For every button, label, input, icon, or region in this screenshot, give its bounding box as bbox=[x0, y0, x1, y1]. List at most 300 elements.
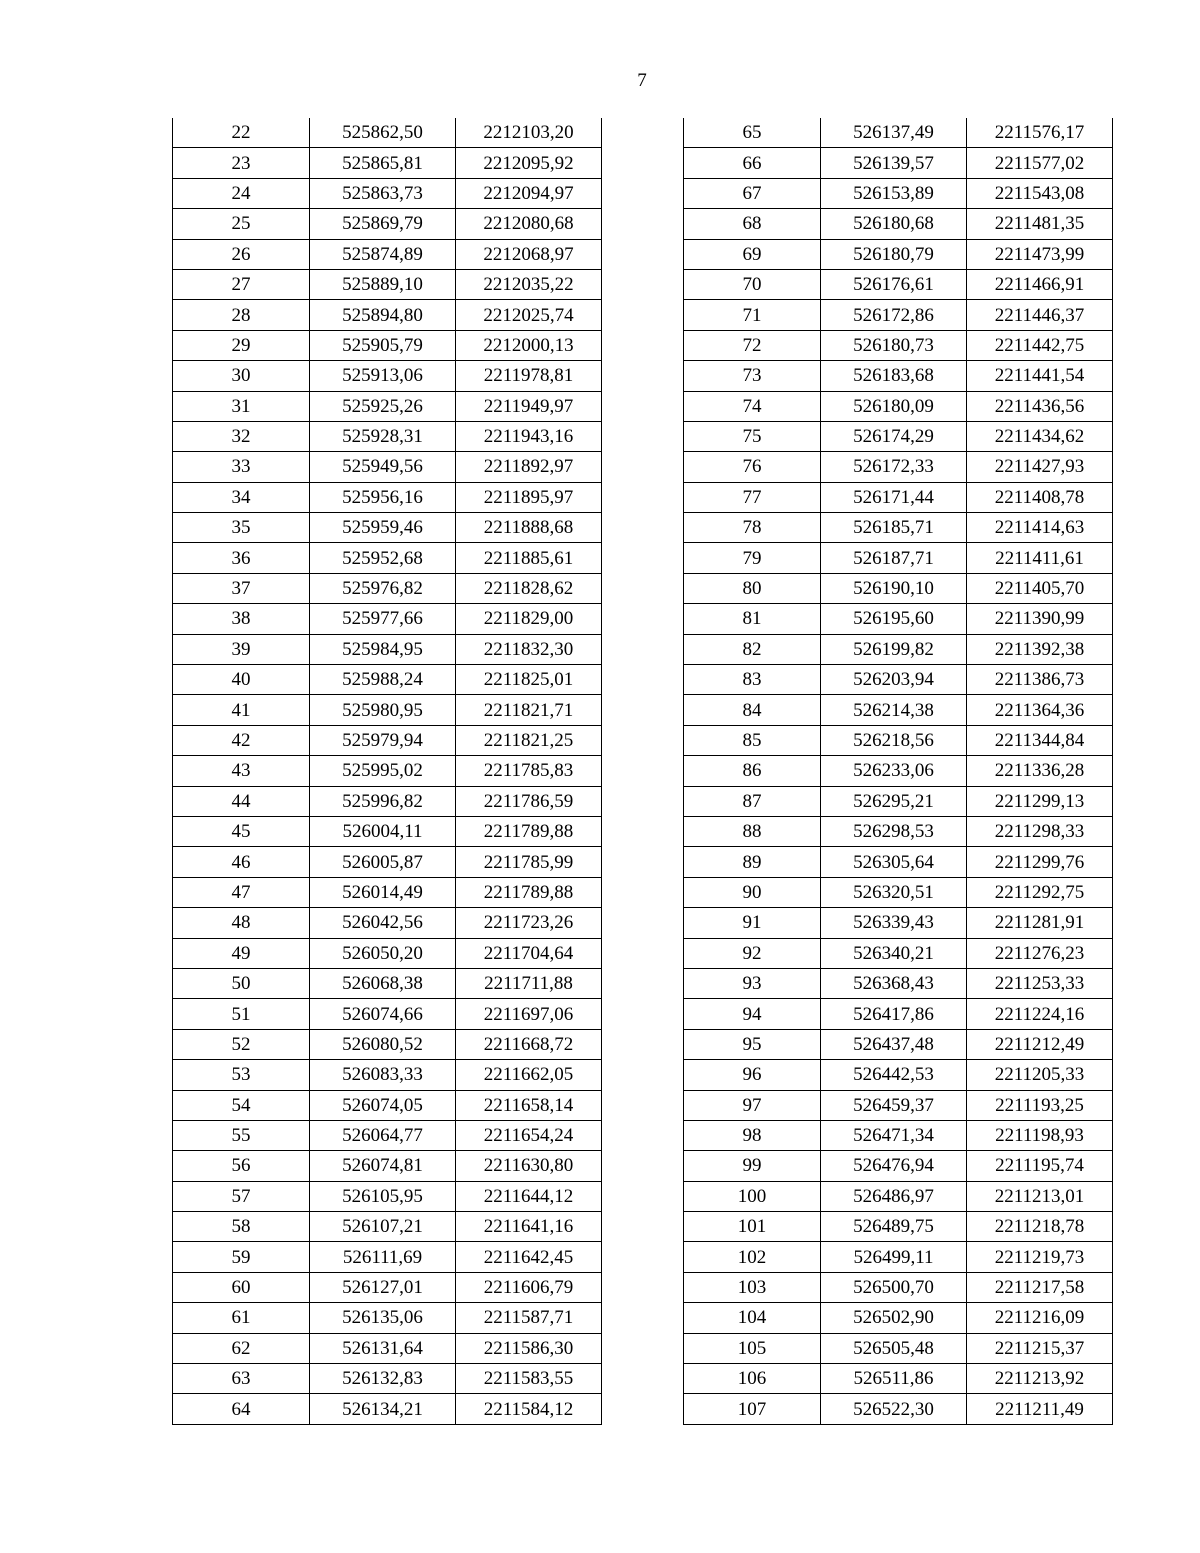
x-coordinate-cell: 526502,90 bbox=[821, 1303, 967, 1333]
y-coordinate-cell: 2212000,13 bbox=[456, 330, 602, 360]
point-number-cell: 29 bbox=[173, 330, 310, 360]
point-number-cell: 60 bbox=[173, 1272, 310, 1302]
point-number-cell: 107 bbox=[684, 1394, 821, 1424]
point-number-cell: 53 bbox=[173, 1060, 310, 1090]
y-coordinate-cell: 2211662,05 bbox=[456, 1060, 602, 1090]
x-coordinate-cell: 526442,53 bbox=[821, 1060, 967, 1090]
x-coordinate-cell: 526139,57 bbox=[821, 148, 967, 178]
x-coordinate-cell: 526074,81 bbox=[310, 1151, 456, 1181]
point-number-cell: 85 bbox=[684, 725, 821, 755]
table-row bbox=[684, 148, 1113, 178]
point-number-cell: 103 bbox=[684, 1272, 821, 1302]
y-coordinate-cell: 2211587,71 bbox=[456, 1303, 602, 1333]
y-coordinate-cell: 2211785,99 bbox=[456, 847, 602, 877]
y-coordinate-cell: 2211658,14 bbox=[456, 1090, 602, 1120]
x-coordinate-cell: 526137,49 bbox=[821, 118, 967, 148]
x-coordinate-cell: 525863,73 bbox=[310, 178, 456, 208]
y-coordinate-cell: 2211193,25 bbox=[967, 1090, 1113, 1120]
table-row bbox=[173, 1090, 602, 1120]
y-coordinate-cell: 2211392,38 bbox=[967, 634, 1113, 664]
x-coordinate-cell: 526068,38 bbox=[310, 968, 456, 998]
table-row bbox=[173, 1242, 602, 1272]
point-number-cell: 45 bbox=[173, 816, 310, 846]
y-coordinate-cell: 2211299,13 bbox=[967, 786, 1113, 816]
x-coordinate-cell: 526180,09 bbox=[821, 391, 967, 421]
x-coordinate-cell: 526005,87 bbox=[310, 847, 456, 877]
point-number-cell: 25 bbox=[173, 209, 310, 239]
table-row bbox=[684, 938, 1113, 968]
table-row bbox=[173, 1303, 602, 1333]
y-coordinate-cell: 2211213,01 bbox=[967, 1181, 1113, 1211]
x-coordinate-cell: 525905,79 bbox=[310, 330, 456, 360]
table-row bbox=[173, 391, 602, 421]
x-coordinate-cell: 526111,69 bbox=[310, 1242, 456, 1272]
y-coordinate-cell: 2211473,99 bbox=[967, 239, 1113, 269]
x-coordinate-cell: 526218,56 bbox=[821, 725, 967, 755]
table-row bbox=[684, 1090, 1113, 1120]
y-coordinate-cell: 2211829,00 bbox=[456, 604, 602, 634]
x-coordinate-cell: 525949,56 bbox=[310, 452, 456, 482]
x-coordinate-cell: 526486,97 bbox=[821, 1181, 967, 1211]
point-number-cell: 62 bbox=[173, 1333, 310, 1363]
y-coordinate-cell: 2211386,73 bbox=[967, 665, 1113, 695]
y-coordinate-cell: 2211299,76 bbox=[967, 847, 1113, 877]
table-row bbox=[684, 421, 1113, 451]
table-row bbox=[684, 1060, 1113, 1090]
x-coordinate-cell: 525976,82 bbox=[310, 573, 456, 603]
y-coordinate-cell: 2211888,68 bbox=[456, 513, 602, 543]
table-row bbox=[173, 634, 602, 664]
point-number-cell: 55 bbox=[173, 1120, 310, 1150]
x-coordinate-cell: 526199,82 bbox=[821, 634, 967, 664]
point-number-cell: 93 bbox=[684, 968, 821, 998]
y-coordinate-cell: 2211832,30 bbox=[456, 634, 602, 664]
x-coordinate-cell: 526153,89 bbox=[821, 178, 967, 208]
y-coordinate-cell: 2211219,73 bbox=[967, 1242, 1113, 1272]
x-coordinate-cell: 525984,95 bbox=[310, 634, 456, 664]
x-coordinate-cell: 526187,71 bbox=[821, 543, 967, 573]
y-coordinate-cell: 2211298,33 bbox=[967, 816, 1113, 846]
point-number-cell: 67 bbox=[684, 178, 821, 208]
point-number-cell: 77 bbox=[684, 482, 821, 512]
y-coordinate-cell: 2211586,30 bbox=[456, 1333, 602, 1363]
table-row bbox=[684, 269, 1113, 299]
x-coordinate-cell: 525979,94 bbox=[310, 725, 456, 755]
point-number-cell: 72 bbox=[684, 330, 821, 360]
y-coordinate-cell: 2211224,16 bbox=[967, 999, 1113, 1029]
x-coordinate-cell: 526105,95 bbox=[310, 1181, 456, 1211]
x-coordinate-cell: 525894,80 bbox=[310, 300, 456, 330]
point-number-cell: 42 bbox=[173, 725, 310, 755]
table-row bbox=[684, 482, 1113, 512]
point-number-cell: 46 bbox=[173, 847, 310, 877]
y-coordinate-cell: 2211281,91 bbox=[967, 908, 1113, 938]
y-coordinate-cell: 2211642,45 bbox=[456, 1242, 602, 1272]
table-row bbox=[173, 1333, 602, 1363]
x-coordinate-cell: 526522,30 bbox=[821, 1394, 967, 1424]
x-coordinate-cell: 526080,52 bbox=[310, 1029, 456, 1059]
x-coordinate-cell: 526042,56 bbox=[310, 908, 456, 938]
y-coordinate-cell: 2211217,58 bbox=[967, 1272, 1113, 1302]
table-row bbox=[684, 1272, 1113, 1302]
y-coordinate-cell: 2211195,74 bbox=[967, 1151, 1113, 1181]
x-coordinate-cell: 526014,49 bbox=[310, 877, 456, 907]
x-coordinate-cell: 526172,33 bbox=[821, 452, 967, 482]
y-coordinate-cell: 2211668,72 bbox=[456, 1029, 602, 1059]
y-coordinate-cell: 2211436,56 bbox=[967, 391, 1113, 421]
table-row bbox=[684, 1394, 1113, 1424]
point-number-cell: 80 bbox=[684, 573, 821, 603]
point-number-cell: 38 bbox=[173, 604, 310, 634]
y-coordinate-cell: 2211466,91 bbox=[967, 269, 1113, 299]
table-row bbox=[173, 361, 602, 391]
y-coordinate-cell: 2211644,12 bbox=[456, 1181, 602, 1211]
y-coordinate-cell: 2211821,71 bbox=[456, 695, 602, 725]
y-coordinate-cell: 2211697,06 bbox=[456, 999, 602, 1029]
x-coordinate-cell: 525977,66 bbox=[310, 604, 456, 634]
table-row bbox=[173, 573, 602, 603]
point-number-cell: 33 bbox=[173, 452, 310, 482]
y-coordinate-cell: 2211895,97 bbox=[456, 482, 602, 512]
x-coordinate-cell: 526305,64 bbox=[821, 847, 967, 877]
point-number-cell: 75 bbox=[684, 421, 821, 451]
y-coordinate-cell: 2212094,97 bbox=[456, 178, 602, 208]
point-number-cell: 87 bbox=[684, 786, 821, 816]
y-coordinate-cell: 2211584,12 bbox=[456, 1394, 602, 1424]
point-number-cell: 50 bbox=[173, 968, 310, 998]
y-coordinate-cell: 2211641,16 bbox=[456, 1212, 602, 1242]
x-coordinate-cell: 526339,43 bbox=[821, 908, 967, 938]
point-number-cell: 54 bbox=[173, 1090, 310, 1120]
y-coordinate-cell: 2211789,88 bbox=[456, 877, 602, 907]
y-coordinate-cell: 2211949,97 bbox=[456, 391, 602, 421]
x-coordinate-cell: 526459,37 bbox=[821, 1090, 967, 1120]
y-coordinate-cell: 2211292,75 bbox=[967, 877, 1113, 907]
y-coordinate-cell: 2211253,33 bbox=[967, 968, 1113, 998]
table-row bbox=[684, 725, 1113, 755]
x-coordinate-cell: 525980,95 bbox=[310, 695, 456, 725]
y-coordinate-cell: 2211711,88 bbox=[456, 968, 602, 998]
x-coordinate-cell: 526083,33 bbox=[310, 1060, 456, 1090]
y-coordinate-cell: 2211390,99 bbox=[967, 604, 1113, 634]
point-number-cell: 100 bbox=[684, 1181, 821, 1211]
point-number-cell: 44 bbox=[173, 786, 310, 816]
y-coordinate-cell: 2212025,74 bbox=[456, 300, 602, 330]
x-coordinate-cell: 525865,81 bbox=[310, 148, 456, 178]
table-row bbox=[173, 1151, 602, 1181]
x-coordinate-cell: 526437,48 bbox=[821, 1029, 967, 1059]
y-coordinate-cell: 2211336,28 bbox=[967, 756, 1113, 786]
y-coordinate-cell: 2211405,70 bbox=[967, 573, 1113, 603]
x-coordinate-cell: 525956,16 bbox=[310, 482, 456, 512]
table-row bbox=[684, 1212, 1113, 1242]
table-row bbox=[684, 178, 1113, 208]
x-coordinate-cell: 526064,77 bbox=[310, 1120, 456, 1150]
table-row bbox=[173, 968, 602, 998]
x-coordinate-cell: 526476,94 bbox=[821, 1151, 967, 1181]
point-number-cell: 91 bbox=[684, 908, 821, 938]
point-number-cell: 89 bbox=[684, 847, 821, 877]
y-coordinate-cell: 2212095,92 bbox=[456, 148, 602, 178]
x-coordinate-cell: 526471,34 bbox=[821, 1120, 967, 1150]
x-coordinate-cell: 525928,31 bbox=[310, 421, 456, 451]
x-coordinate-cell: 526134,21 bbox=[310, 1394, 456, 1424]
point-number-cell: 26 bbox=[173, 239, 310, 269]
table-row bbox=[684, 908, 1113, 938]
point-number-cell: 22 bbox=[173, 118, 310, 148]
x-coordinate-cell: 525995,02 bbox=[310, 756, 456, 786]
x-coordinate-cell: 526190,10 bbox=[821, 573, 967, 603]
point-number-cell: 105 bbox=[684, 1333, 821, 1363]
table-row bbox=[173, 1029, 602, 1059]
table-row bbox=[684, 452, 1113, 482]
point-number-cell: 51 bbox=[173, 999, 310, 1029]
table-row bbox=[173, 178, 602, 208]
y-coordinate-cell: 2212080,68 bbox=[456, 209, 602, 239]
point-number-cell: 23 bbox=[173, 148, 310, 178]
table-row bbox=[684, 239, 1113, 269]
table-row bbox=[684, 118, 1113, 148]
y-coordinate-cell: 2211213,92 bbox=[967, 1364, 1113, 1394]
point-number-cell: 86 bbox=[684, 756, 821, 786]
x-coordinate-cell: 526107,21 bbox=[310, 1212, 456, 1242]
x-coordinate-cell: 526505,48 bbox=[821, 1333, 967, 1363]
point-number-cell: 41 bbox=[173, 695, 310, 725]
table-row bbox=[684, 1242, 1113, 1272]
point-number-cell: 30 bbox=[173, 361, 310, 391]
y-coordinate-cell: 2211215,37 bbox=[967, 1333, 1113, 1363]
point-number-cell: 61 bbox=[173, 1303, 310, 1333]
x-coordinate-cell: 525869,79 bbox=[310, 209, 456, 239]
table-row bbox=[684, 999, 1113, 1029]
point-number-cell: 63 bbox=[173, 1364, 310, 1394]
y-coordinate-cell: 2211218,78 bbox=[967, 1212, 1113, 1242]
table-row bbox=[684, 695, 1113, 725]
x-coordinate-cell: 526174,29 bbox=[821, 421, 967, 451]
table-row bbox=[173, 725, 602, 755]
point-number-cell: 66 bbox=[684, 148, 821, 178]
y-coordinate-cell: 2211785,83 bbox=[456, 756, 602, 786]
point-number-cell: 73 bbox=[684, 361, 821, 391]
table-row bbox=[173, 209, 602, 239]
point-number-cell: 98 bbox=[684, 1120, 821, 1150]
x-coordinate-cell: 526132,83 bbox=[310, 1364, 456, 1394]
y-coordinate-cell: 2211344,84 bbox=[967, 725, 1113, 755]
table-row bbox=[684, 1303, 1113, 1333]
y-coordinate-cell: 2211211,49 bbox=[967, 1394, 1113, 1424]
point-number-cell: 64 bbox=[173, 1394, 310, 1424]
table-row bbox=[684, 634, 1113, 664]
point-number-cell: 95 bbox=[684, 1029, 821, 1059]
table-row bbox=[173, 604, 602, 634]
x-coordinate-cell: 526511,86 bbox=[821, 1364, 967, 1394]
table-row bbox=[173, 269, 602, 299]
x-coordinate-cell: 526489,75 bbox=[821, 1212, 967, 1242]
table-row bbox=[684, 1151, 1113, 1181]
table-row bbox=[173, 482, 602, 512]
table-row bbox=[173, 239, 602, 269]
table-row bbox=[684, 756, 1113, 786]
table-row bbox=[173, 938, 602, 968]
x-coordinate-cell: 525952,68 bbox=[310, 543, 456, 573]
x-coordinate-cell: 525925,26 bbox=[310, 391, 456, 421]
x-coordinate-cell: 526499,11 bbox=[821, 1242, 967, 1272]
table-row bbox=[684, 300, 1113, 330]
x-coordinate-cell: 526172,86 bbox=[821, 300, 967, 330]
point-number-cell: 81 bbox=[684, 604, 821, 634]
point-number-cell: 79 bbox=[684, 543, 821, 573]
table-row bbox=[684, 1364, 1113, 1394]
table-row bbox=[173, 452, 602, 482]
x-coordinate-cell: 526171,44 bbox=[821, 482, 967, 512]
table-row bbox=[684, 1120, 1113, 1150]
y-coordinate-cell: 2211583,55 bbox=[456, 1364, 602, 1394]
x-coordinate-cell: 526127,01 bbox=[310, 1272, 456, 1302]
y-coordinate-cell: 2211446,37 bbox=[967, 300, 1113, 330]
y-coordinate-cell: 2212068,97 bbox=[456, 239, 602, 269]
x-coordinate-cell: 526233,06 bbox=[821, 756, 967, 786]
x-coordinate-cell: 526180,73 bbox=[821, 330, 967, 360]
point-number-cell: 83 bbox=[684, 665, 821, 695]
x-coordinate-cell: 526074,05 bbox=[310, 1090, 456, 1120]
point-number-cell: 74 bbox=[684, 391, 821, 421]
point-number-cell: 39 bbox=[173, 634, 310, 664]
point-number-cell: 82 bbox=[684, 634, 821, 664]
table-row bbox=[684, 604, 1113, 634]
point-number-cell: 28 bbox=[173, 300, 310, 330]
point-number-cell: 88 bbox=[684, 816, 821, 846]
x-coordinate-cell: 526004,11 bbox=[310, 816, 456, 846]
coordinates-table-left bbox=[172, 118, 602, 1425]
x-coordinate-cell: 525862,50 bbox=[310, 118, 456, 148]
y-coordinate-cell: 2211543,08 bbox=[967, 178, 1113, 208]
y-coordinate-cell: 2211789,88 bbox=[456, 816, 602, 846]
table-row bbox=[173, 908, 602, 938]
point-number-cell: 90 bbox=[684, 877, 821, 907]
y-coordinate-cell: 2211606,79 bbox=[456, 1272, 602, 1302]
y-coordinate-cell: 2211576,17 bbox=[967, 118, 1113, 148]
y-coordinate-cell: 2211408,78 bbox=[967, 482, 1113, 512]
table-row bbox=[684, 361, 1113, 391]
x-coordinate-cell: 526180,79 bbox=[821, 239, 967, 269]
page-number: 7 bbox=[637, 70, 647, 91]
point-number-cell: 56 bbox=[173, 1151, 310, 1181]
table-row bbox=[684, 665, 1113, 695]
y-coordinate-cell: 2211212,49 bbox=[967, 1029, 1113, 1059]
table-row bbox=[684, 573, 1113, 603]
point-number-cell: 71 bbox=[684, 300, 821, 330]
table-row bbox=[173, 877, 602, 907]
table-row bbox=[684, 1181, 1113, 1211]
x-coordinate-cell: 526500,70 bbox=[821, 1272, 967, 1302]
point-number-cell: 104 bbox=[684, 1303, 821, 1333]
y-coordinate-cell: 2211414,63 bbox=[967, 513, 1113, 543]
table-row bbox=[684, 1333, 1113, 1363]
x-coordinate-cell: 526074,66 bbox=[310, 999, 456, 1029]
y-coordinate-cell: 2211442,75 bbox=[967, 330, 1113, 360]
x-coordinate-cell: 526131,64 bbox=[310, 1333, 456, 1363]
point-number-cell: 32 bbox=[173, 421, 310, 451]
x-coordinate-cell: 526180,68 bbox=[821, 209, 967, 239]
point-number-cell: 78 bbox=[684, 513, 821, 543]
y-coordinate-cell: 2211892,97 bbox=[456, 452, 602, 482]
point-number-cell: 58 bbox=[173, 1212, 310, 1242]
table-row bbox=[173, 695, 602, 725]
table-row bbox=[173, 999, 602, 1029]
point-number-cell: 101 bbox=[684, 1212, 821, 1242]
table-row bbox=[173, 756, 602, 786]
y-coordinate-cell: 2211885,61 bbox=[456, 543, 602, 573]
y-coordinate-cell: 2211198,93 bbox=[967, 1120, 1113, 1150]
table-row bbox=[173, 300, 602, 330]
point-number-cell: 102 bbox=[684, 1242, 821, 1272]
point-number-cell: 43 bbox=[173, 756, 310, 786]
table-row bbox=[173, 1272, 602, 1302]
table-row bbox=[173, 543, 602, 573]
y-coordinate-cell: 2211821,25 bbox=[456, 725, 602, 755]
x-coordinate-cell: 526176,61 bbox=[821, 269, 967, 299]
point-number-cell: 34 bbox=[173, 482, 310, 512]
y-coordinate-cell: 2211364,36 bbox=[967, 695, 1113, 725]
y-coordinate-cell: 2211427,93 bbox=[967, 452, 1113, 482]
table-row bbox=[173, 1364, 602, 1394]
table-row bbox=[684, 513, 1113, 543]
y-coordinate-cell: 2211723,26 bbox=[456, 908, 602, 938]
x-coordinate-cell: 526195,60 bbox=[821, 604, 967, 634]
point-number-cell: 31 bbox=[173, 391, 310, 421]
point-number-cell: 65 bbox=[684, 118, 821, 148]
x-coordinate-cell: 525959,46 bbox=[310, 513, 456, 543]
point-number-cell: 35 bbox=[173, 513, 310, 543]
table-row bbox=[684, 1029, 1113, 1059]
x-coordinate-cell: 525988,24 bbox=[310, 665, 456, 695]
point-number-cell: 96 bbox=[684, 1060, 821, 1090]
y-coordinate-cell: 2211825,01 bbox=[456, 665, 602, 695]
point-number-cell: 99 bbox=[684, 1151, 821, 1181]
y-coordinate-cell: 2211216,09 bbox=[967, 1303, 1113, 1333]
table-row bbox=[684, 968, 1113, 998]
x-coordinate-cell: 526050,20 bbox=[310, 938, 456, 968]
y-coordinate-cell: 2211828,62 bbox=[456, 573, 602, 603]
table-row bbox=[173, 1060, 602, 1090]
point-number-cell: 47 bbox=[173, 877, 310, 907]
point-number-cell: 68 bbox=[684, 209, 821, 239]
y-coordinate-cell: 2211577,02 bbox=[967, 148, 1113, 178]
y-coordinate-cell: 2211654,24 bbox=[456, 1120, 602, 1150]
y-coordinate-cell: 2211481,35 bbox=[967, 209, 1113, 239]
x-coordinate-cell: 525874,89 bbox=[310, 239, 456, 269]
point-number-cell: 106 bbox=[684, 1364, 821, 1394]
point-number-cell: 57 bbox=[173, 1181, 310, 1211]
table-row bbox=[173, 513, 602, 543]
table-row bbox=[173, 1181, 602, 1211]
point-number-cell: 24 bbox=[173, 178, 310, 208]
x-coordinate-cell: 526320,51 bbox=[821, 877, 967, 907]
x-coordinate-cell: 526298,53 bbox=[821, 816, 967, 846]
point-number-cell: 92 bbox=[684, 938, 821, 968]
point-number-cell: 37 bbox=[173, 573, 310, 603]
x-coordinate-cell: 526295,21 bbox=[821, 786, 967, 816]
point-number-cell: 49 bbox=[173, 938, 310, 968]
table-row bbox=[684, 786, 1113, 816]
point-number-cell: 76 bbox=[684, 452, 821, 482]
table-row bbox=[173, 816, 602, 846]
point-number-cell: 69 bbox=[684, 239, 821, 269]
y-coordinate-cell: 2212103,20 bbox=[456, 118, 602, 148]
point-number-cell: 59 bbox=[173, 1242, 310, 1272]
coordinates-table-right bbox=[683, 118, 1113, 1425]
table-row bbox=[684, 543, 1113, 573]
